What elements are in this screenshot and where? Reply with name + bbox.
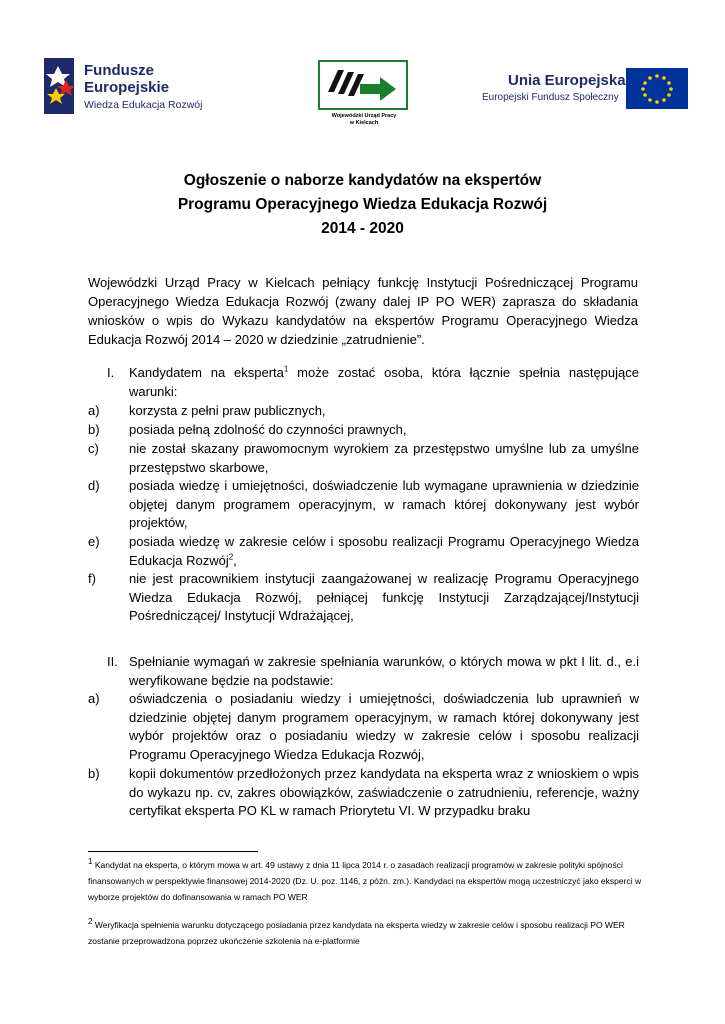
section-2 — [107, 653, 639, 690]
footnote-2-text: Weryfikacja spełnienia warunku dotyczącego posiadania przez kandydata na eksperta wiedzy w zakresie celów i sposobu realizacji PO WER zostanie przeprowadzona poprzez ukończenie szkolenia na e-platformie — [88, 920, 625, 946]
ue-logo-title: Unia Europejska — [508, 72, 626, 89]
document-title-line3: 2014 - 2020 — [321, 220, 404, 237]
fe-logo-line1: Fundusze — [84, 62, 154, 79]
section-1-marker: I. — [107, 365, 115, 380]
fe-stars-icon — [44, 58, 84, 114]
item-text-main: posiada wiedzę w zakresie celów i sposobu realizacji Programu Operacyjnego Wiedza Edukacja Rozwój — [129, 534, 639, 568]
item-marker: f) — [88, 571, 96, 586]
section-2-marker: II. — [107, 654, 118, 669]
section-1-list — [88, 402, 639, 626]
eu-flag-icon — [626, 68, 688, 109]
footnote-2 — [88, 917, 648, 949]
intro-paragraph: Wojewódzki Urząd Pracy w Kielcach pełniący funkcję Instytucji Pośredniczącej Programu Operacyjnego Wiedza Edukacja Rozwój (zwany dalej IP PO WER) zaprasza do składania wniosków o wpis do Wykazu kandydatów na ekspertów Programu Operacyjnego Wiedza Edukacja Rozwój 2014 – 2020 w dziedzinie „zatrudnienie”. — [88, 275, 638, 347]
item-marker: b) — [88, 766, 100, 781]
item-text: nie został skazany prawomocnym wyrokiem za przestępstwo umyślne lub za umyślne przestępstwo skarbowe, — [129, 441, 639, 475]
footnote-separator — [88, 851, 258, 852]
section-1-text-after: może zostać osoba, która łącznie spełnia następujące warunki: — [129, 365, 639, 399]
list-item — [88, 533, 639, 570]
list-item — [88, 690, 639, 765]
section-1-intro — [129, 364, 639, 401]
item-text: posiada wiedzę i umiejętności, doświadczenie lub wymagane uprawnienia w dziedzinie objętej danym programem operacyjnym, w ramach której dokonywany jest wybór projektów, — [129, 478, 639, 530]
item-marker: b) — [88, 422, 100, 437]
wup-caption-line2: w Kielcach — [349, 120, 379, 126]
item-marker: c) — [88, 441, 99, 456]
item-marker: e) — [88, 534, 100, 549]
footnote-ref-2: 2 — [228, 552, 234, 562]
document-title-line2: Programu Operacyjnego Wiedza Edukacja Rozwój — [177, 196, 548, 213]
item-text — [129, 533, 639, 570]
item-text-after: , — [233, 552, 237, 568]
list-item — [88, 477, 639, 533]
fe-logo-subtitle: Wiedza Edukacja Rozwój — [84, 99, 203, 111]
list-item — [88, 402, 639, 421]
section-2-text: Spełnianie wymagań w zakresie spełniania warunków, o których mowa w pkt I lit. d., e.i weryfikowane będzie na podstawie: — [129, 654, 639, 688]
item-marker: a) — [88, 403, 100, 418]
footnote-ref-1: 1 — [283, 364, 289, 374]
document-title-line1: Ogłoszenie o naborze kandydatów na ekspertów — [183, 172, 542, 189]
footnote-1-text: Kandydat na eksperta, o którym mowa w art. 49 ustawy z dnia 11 lipca 2014 r. o zasadach realizacji programów w zakresie polityki spójności finansowanych w perspektywie finansowej 2014-2020 (Dz. U. poz. 1146, z późn. zm.). Kandydaci na ekspertów mogą uczestniczyć jako eksperci w wyborze projektów do dofinansowania w ramach PO WER — [88, 860, 642, 902]
wup-logo-caption — [312, 113, 416, 127]
list-item — [88, 440, 639, 477]
section-1-text: Kandydatem na eksperta — [129, 365, 284, 380]
list-item — [88, 765, 639, 840]
fe-logo-text — [84, 62, 169, 96]
wup-caption-line1: Wojewódzki Urząd Pracy — [331, 113, 397, 119]
fe-logo-line2: Europejskie — [84, 79, 170, 96]
footnote-1-number: 1 — [88, 857, 93, 867]
ue-logo-subtitle: Europejski Fundusz Społeczny — [482, 92, 619, 103]
item-marker: a) — [88, 691, 100, 706]
wup-arrow-icon — [320, 62, 406, 108]
item-text: posiada pełną zdolność do czynności prawnych, — [129, 422, 407, 437]
item-text: oświadczenia o posiadaniu wiedzy i umiejętności, doświadczenia lub uprawnień w dziedzinie objętej danym programem operacyjnym, w ramach której dokonywany jest wybór projektów oraz o posiadaniu wiedzy w zakresie celów i sposobu realizacji Programu Operacyjnego Wiedza Edukacja Rozwój, — [129, 691, 639, 762]
item-text: korzysta z pełni praw publicznych, — [129, 403, 326, 418]
item-text: nie jest pracownikiem instytucji zaangażowanej w realizację Programu Operacyjnego Wiedza Edukacja Rozwój, pełniącej funkcję Instytucji Zarządzającej/Instytucji Pośredniczącej/ Instytucji Wdrażającej, — [129, 571, 639, 623]
item-marker: d) — [88, 478, 100, 493]
wup-kielce-logo — [318, 60, 408, 110]
list-item — [88, 421, 639, 440]
section-1 — [107, 364, 639, 401]
section-2-list — [88, 690, 639, 840]
list-item — [88, 570, 639, 626]
item-text: kopii dokumentów przedłożonych przez kandydata na eksperta wraz z wnioskiem o wpis do wykazu np. cv, zakres obowiązków, zaświadczenie o zatrudnieniu, referencje, ważny certyfikat eksperta PO KL w ramach Priorytetu VI. W przypadku braku — [129, 766, 639, 818]
footnote-1 — [88, 857, 648, 905]
footnote-2-number: 2 — [88, 917, 93, 927]
